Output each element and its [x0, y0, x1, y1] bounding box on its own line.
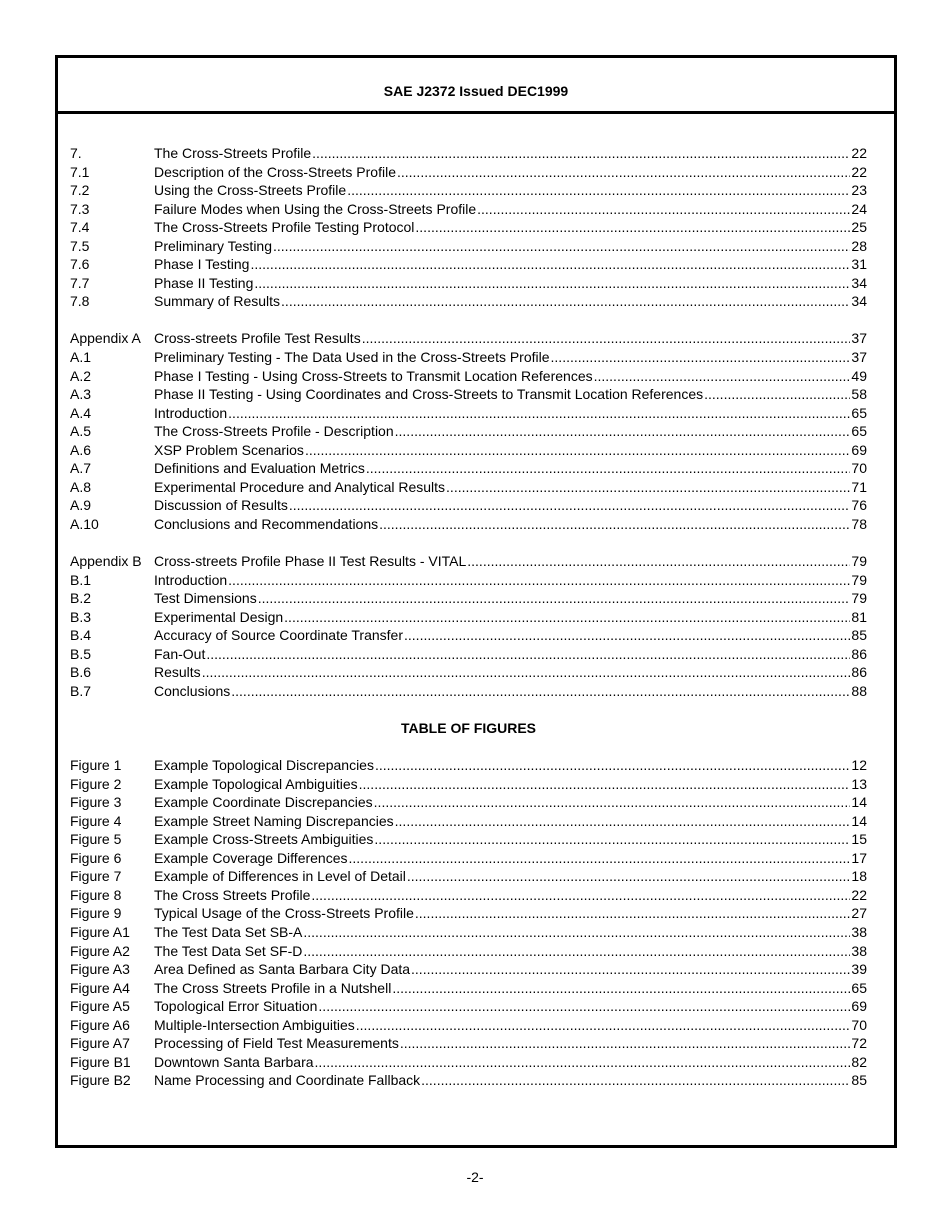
dot-leader: [273, 237, 850, 256]
spacer: [70, 533, 867, 552]
figure-entry: [70, 960, 867, 979]
entry-page: 37: [851, 349, 867, 366]
entry-title: XSP Problem Scenarios: [154, 441, 304, 458]
figure-entry: [70, 1053, 867, 1072]
dot-leader: [258, 589, 851, 608]
document-title: SAE J2372 Issued DEC1999: [383, 83, 569, 99]
toc-entry: [70, 274, 867, 293]
dot-leader: [303, 923, 850, 942]
contents-sections: [70, 144, 867, 700]
dot-leader: [467, 552, 850, 571]
figure-entry: [70, 756, 867, 775]
entry-page: 70: [851, 460, 867, 477]
dot-leader: [250, 255, 850, 274]
dot-leader: [356, 1016, 851, 1035]
entry-page: 18: [851, 868, 867, 885]
dot-leader: [315, 1053, 851, 1072]
entry-number: A.8: [70, 478, 92, 495]
dot-leader: [415, 218, 850, 237]
entry-title: Phase II Testing: [154, 274, 254, 291]
entry-number: B.6: [70, 664, 92, 681]
toc-entry: [70, 459, 867, 478]
entry-number: A.10: [70, 515, 99, 532]
entry-number: A.5: [70, 423, 92, 440]
figures-list: [70, 756, 867, 1090]
dot-leader: [289, 496, 851, 515]
entry-number: 7.7: [70, 274, 90, 291]
entry-title: Downtown Santa Barbara: [154, 1053, 314, 1070]
entry-page: 14: [851, 794, 867, 811]
entry-page: 70: [851, 1016, 867, 1033]
toc-entry: [70, 608, 867, 627]
dot-leader: [404, 626, 850, 645]
dot-leader: [411, 960, 850, 979]
entry-page: 37: [851, 330, 867, 347]
entry-title: Definitions and Evaluation Metrics: [154, 460, 365, 477]
dot-leader: [415, 904, 851, 923]
dot-leader: [347, 181, 850, 200]
entry-title: Cross-streets Profile Test Results: [154, 330, 361, 347]
entry-title: Conclusions: [154, 682, 231, 699]
figures-heading: TABLE OF FIGURES: [400, 719, 537, 736]
entry-number: 7.4: [70, 219, 90, 236]
entry-page: 31: [851, 256, 867, 273]
dot-leader: [421, 1071, 850, 1090]
entry-page: 65: [851, 423, 867, 440]
entry-number: 7.5: [70, 237, 90, 254]
toc-entry: [70, 144, 867, 163]
figure-entry: [70, 1016, 867, 1035]
entry-title: Discussion of Results: [154, 497, 288, 514]
entry-number: B.2: [70, 590, 92, 607]
page-frame: [55, 55, 897, 1148]
dot-leader: [374, 793, 851, 812]
entry-page: 38: [851, 923, 867, 940]
entry-title: Phase I Testing - Using Cross-Streets to Transmit Location References: [154, 367, 593, 384]
toc-entry: [70, 496, 867, 515]
toc-entry: [70, 478, 867, 497]
entry-number: Figure B2: [70, 1072, 131, 1089]
entry-page: 24: [851, 200, 867, 217]
entry-title: Example Coverage Differences: [154, 849, 348, 866]
dot-leader: [379, 515, 850, 534]
dot-leader: [551, 348, 851, 367]
entry-title: Name Processing and Coordinate Fallback: [154, 1072, 421, 1089]
entry-title: Example of Differences in Level of Detail: [154, 868, 406, 885]
entry-page: 22: [851, 163, 867, 180]
toc-entry: [70, 292, 867, 311]
entry-title: Example Coordinate Discrepancies: [154, 794, 373, 811]
dot-leader: [206, 645, 850, 664]
spacer: [70, 700, 867, 719]
toc-entry: [70, 181, 867, 200]
entry-page: 69: [851, 441, 867, 458]
toc-entry: [70, 515, 867, 534]
entry-title: Experimental Procedure and Analytical Results: [154, 478, 446, 495]
dot-leader: [395, 812, 851, 831]
entry-page: 79: [851, 571, 867, 588]
toc-entry: [70, 255, 867, 274]
entry-number: 7.: [70, 145, 82, 161]
entry-number: Appendix B: [70, 553, 142, 570]
figure-entry: [70, 923, 867, 942]
entry-title: Phase I Testing: [154, 256, 250, 273]
figure-entry: [70, 793, 867, 812]
header-band: [58, 58, 894, 114]
entry-page: 17: [851, 849, 867, 866]
entry-number: Figure A2: [70, 942, 130, 959]
dot-leader: [228, 404, 850, 423]
entry-page: 28: [851, 237, 867, 254]
entry-number: Figure 8: [70, 886, 122, 903]
spacer: [70, 738, 867, 757]
entry-title: Example Street Naming Discrepancies: [154, 812, 394, 829]
entry-number: 7.1: [70, 163, 90, 180]
figure-entry: [70, 1071, 867, 1090]
page-number: -2-: [466, 1169, 484, 1185]
entry-page: 85: [851, 1072, 867, 1089]
entry-number: A.9: [70, 497, 92, 514]
dot-leader: [349, 849, 851, 868]
entry-number: 7.6: [70, 256, 90, 273]
entry-number: Figure A1: [70, 923, 130, 940]
entry-title: The Cross Streets Profile: [154, 886, 311, 903]
entry-number: Figure A7: [70, 1035, 130, 1052]
toc-entry: [70, 441, 867, 460]
figure-entry: [70, 886, 867, 905]
entry-page: 25: [851, 219, 867, 236]
entry-title: The Test Data Set SB-A: [154, 923, 303, 940]
dot-leader: [312, 144, 850, 163]
dot-leader: [366, 459, 851, 478]
entry-page: 88: [851, 682, 867, 699]
figure-entry: [70, 849, 867, 868]
entry-page: 14: [851, 812, 867, 829]
entry-title: Failure Modes when Using the Cross-Streets Profile: [154, 200, 477, 217]
entry-page: 34: [851, 274, 867, 291]
entry-number: Figure A4: [70, 979, 130, 996]
figure-entry: [70, 812, 867, 831]
entry-page: 72: [851, 1035, 867, 1052]
figure-entry: [70, 867, 867, 886]
toc-entry: [70, 645, 867, 664]
entry-number: B.7: [70, 682, 92, 699]
figure-entry: [70, 904, 867, 923]
toc-section: [70, 552, 867, 700]
dot-leader: [318, 997, 850, 1016]
entry-number: Figure 3: [70, 794, 122, 811]
entry-page: 34: [851, 293, 867, 310]
toc-entry: [70, 404, 867, 423]
entry-page: 13: [851, 775, 867, 792]
toc-entry: [70, 552, 867, 571]
entry-title: Example Topological Ambiguities: [154, 775, 358, 792]
entry-title: Fan-Out: [154, 645, 206, 662]
entry-number: 7.2: [70, 182, 90, 199]
entry-number: A.3: [70, 386, 92, 403]
entry-number: A.2: [70, 367, 92, 384]
dot-leader: [446, 478, 850, 497]
entry-page: 65: [851, 404, 867, 421]
entry-number: A.1: [70, 349, 92, 366]
entry-title: Multiple-Intersection Ambiguities: [154, 1016, 355, 1033]
figure-entry: [70, 997, 867, 1016]
entry-page: 23: [851, 182, 867, 199]
entry-title: The Cross-Streets Profile: [154, 145, 312, 161]
figure-entry: [70, 942, 867, 961]
entry-number: B.1: [70, 571, 92, 588]
dot-leader: [228, 571, 850, 590]
entry-title: Results: [154, 664, 201, 681]
entry-page: 79: [851, 590, 867, 607]
entry-number: Figure 9: [70, 905, 122, 922]
entry-title: Typical Usage of the Cross-Streets Profile: [154, 905, 414, 922]
entry-page: 86: [851, 664, 867, 681]
entry-number: 7.8: [70, 293, 90, 310]
toc-entry: [70, 422, 867, 441]
entry-page: 49: [851, 367, 867, 384]
entry-number: Figure 6: [70, 849, 122, 866]
entry-page: 58: [851, 386, 867, 403]
entry-title: Preliminary Testing - The Data Used in the Cross-Streets Profile: [154, 349, 550, 366]
dot-leader: [305, 441, 850, 460]
entry-title: Phase II Testing - Using Coordinates and Cross-Streets to Transmit Location References: [154, 386, 704, 403]
dot-leader: [202, 663, 851, 682]
entry-number: Figure 4: [70, 812, 122, 829]
dot-leader: [397, 163, 850, 182]
entry-title: Conclusions and Recommendations: [154, 515, 379, 532]
toc-entry: [70, 663, 867, 682]
spacer: [70, 311, 867, 330]
figure-entry: [70, 979, 867, 998]
dot-leader: [254, 274, 850, 293]
entry-title: Introduction: [154, 571, 228, 588]
entry-page: 38: [851, 942, 867, 959]
dot-leader: [594, 367, 851, 386]
entry-number: A.4: [70, 404, 92, 421]
entry-number: Figure A3: [70, 961, 130, 978]
entry-page: 71: [851, 478, 867, 495]
entry-title: The Cross-Streets Profile - Description: [154, 423, 394, 440]
dot-leader: [311, 886, 850, 905]
dot-leader: [407, 867, 851, 886]
entry-title: Example Cross-Streets Ambiguities: [154, 831, 374, 848]
dot-leader: [362, 329, 851, 348]
figure-entry: [70, 1034, 867, 1053]
entry-number: 7.3: [70, 200, 90, 217]
entry-title: Using the Cross-Streets Profile: [154, 182, 347, 199]
entry-number: Figure A6: [70, 1016, 130, 1033]
dot-leader: [477, 200, 850, 219]
toc-entry: [70, 348, 867, 367]
entry-title: Area Defined as Santa Barbara City Data: [154, 961, 411, 978]
entry-number: B.4: [70, 627, 92, 644]
entry-page: 22: [851, 145, 867, 161]
entry-number: B.3: [70, 608, 92, 625]
dot-leader: [359, 775, 851, 794]
dot-leader: [303, 942, 850, 961]
entry-title: Introduction: [154, 404, 228, 421]
entry-page: 39: [851, 961, 867, 978]
entry-page: 27: [851, 905, 867, 922]
toc-entry: [70, 571, 867, 590]
dot-leader: [231, 682, 850, 701]
dot-leader: [704, 385, 850, 404]
entry-number: Appendix A: [70, 330, 141, 347]
toc-entry: [70, 589, 867, 608]
toc-content: [70, 144, 867, 1090]
toc-entry: [70, 329, 867, 348]
entry-page: 15: [851, 831, 867, 848]
entry-page: 65: [851, 979, 867, 996]
entry-title: Example Topological Discrepancies: [154, 757, 374, 774]
entry-page: 76: [851, 497, 867, 514]
dot-leader: [375, 756, 850, 775]
entry-number: Figure 1: [70, 757, 122, 774]
entry-page: 79: [851, 553, 867, 570]
entry-title: The Cross Streets Profile in a Nutshell: [154, 979, 392, 996]
toc-entry: [70, 200, 867, 219]
entry-title: Processing of Field Test Measurements: [154, 1035, 399, 1052]
entry-number: B.5: [70, 645, 92, 662]
dot-leader: [281, 292, 850, 311]
entry-title: The Cross-Streets Profile Testing Protocol: [154, 219, 415, 236]
figure-entry: [70, 830, 867, 849]
dot-leader: [392, 979, 850, 998]
entry-title: The Test Data Set SF-D: [154, 942, 303, 959]
entry-title: Preliminary Testing: [154, 237, 273, 254]
entry-page: 22: [851, 886, 867, 903]
toc-entry: [70, 218, 867, 237]
entry-title: Summary of Results: [154, 293, 281, 310]
entry-page: 85: [851, 627, 867, 644]
entry-number: A.6: [70, 441, 92, 458]
dot-leader: [284, 608, 850, 627]
dot-leader: [374, 830, 850, 849]
entry-number: Figure 5: [70, 831, 122, 848]
entry-page: 78: [851, 515, 867, 532]
entry-title: Accuracy of Source Coordinate Transfer: [154, 627, 404, 644]
entry-number: Figure 2: [70, 775, 122, 792]
entry-title: Experimental Design: [154, 608, 284, 625]
toc-entry: [70, 367, 867, 386]
figure-entry: [70, 775, 867, 794]
toc-entry: [70, 626, 867, 645]
entry-title: Description of the Cross-Streets Profile: [154, 163, 396, 180]
entry-title: Cross-streets Profile Phase II Test Results - VITAL: [154, 553, 467, 570]
entry-page: 82: [851, 1053, 867, 1070]
dot-leader: [395, 422, 851, 441]
entry-page: 81: [851, 608, 867, 625]
entry-number: Figure 7: [70, 868, 122, 885]
entry-number: Figure A5: [70, 998, 130, 1015]
entry-title: Topological Error Situation: [154, 998, 318, 1015]
entry-page: 12: [851, 757, 867, 774]
toc-section: [70, 329, 867, 533]
toc-entry: [70, 385, 867, 404]
dot-leader: [400, 1034, 851, 1053]
entry-page: 86: [851, 645, 867, 662]
toc-entry: [70, 163, 867, 182]
toc-entry: [70, 682, 867, 701]
entry-title: Test Dimensions: [154, 590, 257, 607]
toc-section: [70, 144, 867, 311]
entry-number: Figure B1: [70, 1053, 131, 1070]
toc-entry: [70, 237, 867, 256]
entry-number: A.7: [70, 460, 92, 477]
entry-page: 69: [851, 998, 867, 1015]
